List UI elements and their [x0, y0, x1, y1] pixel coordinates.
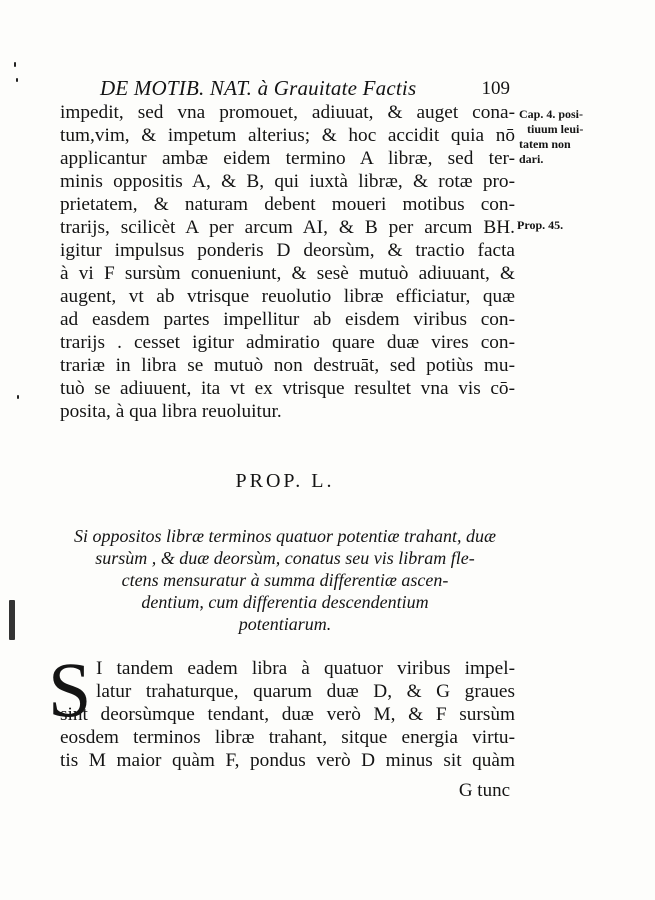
text-line: latur trahaturque, quarum duæ D, & G graues	[96, 681, 515, 702]
final-paragraph	[60, 657, 515, 772]
text-line: ad easdem partes impellitur ab eisdem viribus con-	[60, 309, 515, 330]
enunciation-line: ctens mensuratur à summa differentiæ ascen-	[121, 570, 449, 590]
margin-note-prop	[517, 218, 563, 233]
text-line: à vi F sursùm conueniunt, & sesè mutuò adiuuant, &	[60, 263, 515, 284]
text-line: trariæ in libra se mutuò non destruāt, sed potiùs mu-	[60, 355, 515, 376]
margin-note-caput	[519, 107, 583, 167]
page-number: 109	[481, 78, 510, 99]
text-line: tis M maior quàm F, pondus verò D minus sit quàm	[60, 750, 515, 771]
header-title: DE MOTIB. NAT. à Grauitate Factis	[100, 76, 417, 100]
margin-note-line: tatem non	[519, 137, 571, 151]
text-line: trarijs . cesset igitur admiratio quare duæ vires con-	[60, 332, 515, 353]
text-line: eosdem terminos libræ trahant, sitque energia virtu-	[60, 727, 515, 748]
text-line: I tandem eadem libra à quatuor viribus impel-	[96, 658, 515, 679]
margin-note-line: Cap. 4. posi-	[519, 107, 584, 121]
proposition-enunciation	[55, 525, 515, 635]
main-paragraph	[60, 101, 515, 423]
text-line: impedit, sed vna promouet, adiuuat, & auget cona-	[60, 102, 515, 123]
drop-cap: S	[48, 646, 92, 733]
enunciation-line: potentiarum.	[238, 614, 332, 634]
text-line: trarijs, scilicèt A per arcum AI, & B per arcum BH.	[60, 217, 515, 238]
text-line: minis oppositis A, & B, qui iuxtà libræ, & rotæ pro-	[60, 171, 515, 192]
scan-speck	[16, 78, 18, 82]
scan-speck	[14, 62, 16, 67]
text-line: igitur impulsus ponderis D deorsùm, & tractio facta	[60, 240, 515, 261]
text-line: sint deorsùmque tendant, duæ verò M, & F sursùm	[60, 704, 515, 725]
text-line: tuò se adiuuent, ita vt ex vtrisque resultet vna vis cō-	[60, 378, 515, 399]
text-line: prietatem, & naturam debent moueri motibus con-	[60, 194, 515, 215]
enunciation-line: sursùm , & duæ deorsùm, conatus seu vis libram fle-	[95, 548, 475, 568]
catchword: G tunc	[458, 780, 510, 801]
text-line: applicantur ambæ eidem termino A libræ, sed ter-	[60, 148, 515, 169]
text-line: augent, vt ab vtrisque reuolutio libræ efficiatur, quæ	[60, 286, 515, 307]
proposition-title: PROP. L.	[235, 470, 335, 492]
scan-speck	[9, 600, 15, 640]
margin-note-line: tiuum leui-	[527, 122, 584, 136]
running-header	[100, 68, 510, 104]
scan-speck	[17, 395, 19, 399]
enunciation-line: dentium, cum differentia descendentium	[141, 592, 429, 612]
text-line: tum,vim, & impetum alterius; & hoc accidit quia nō	[60, 125, 515, 146]
margin-note-line: dari.	[519, 152, 544, 166]
margin-note-line: Prop. 45.	[517, 218, 564, 232]
enunciation-line: Si oppositos libræ terminos quatuor potentiæ trahant, duæ	[73, 526, 497, 546]
text-line: posita, à qua libra reuoluitur.	[60, 401, 282, 422]
